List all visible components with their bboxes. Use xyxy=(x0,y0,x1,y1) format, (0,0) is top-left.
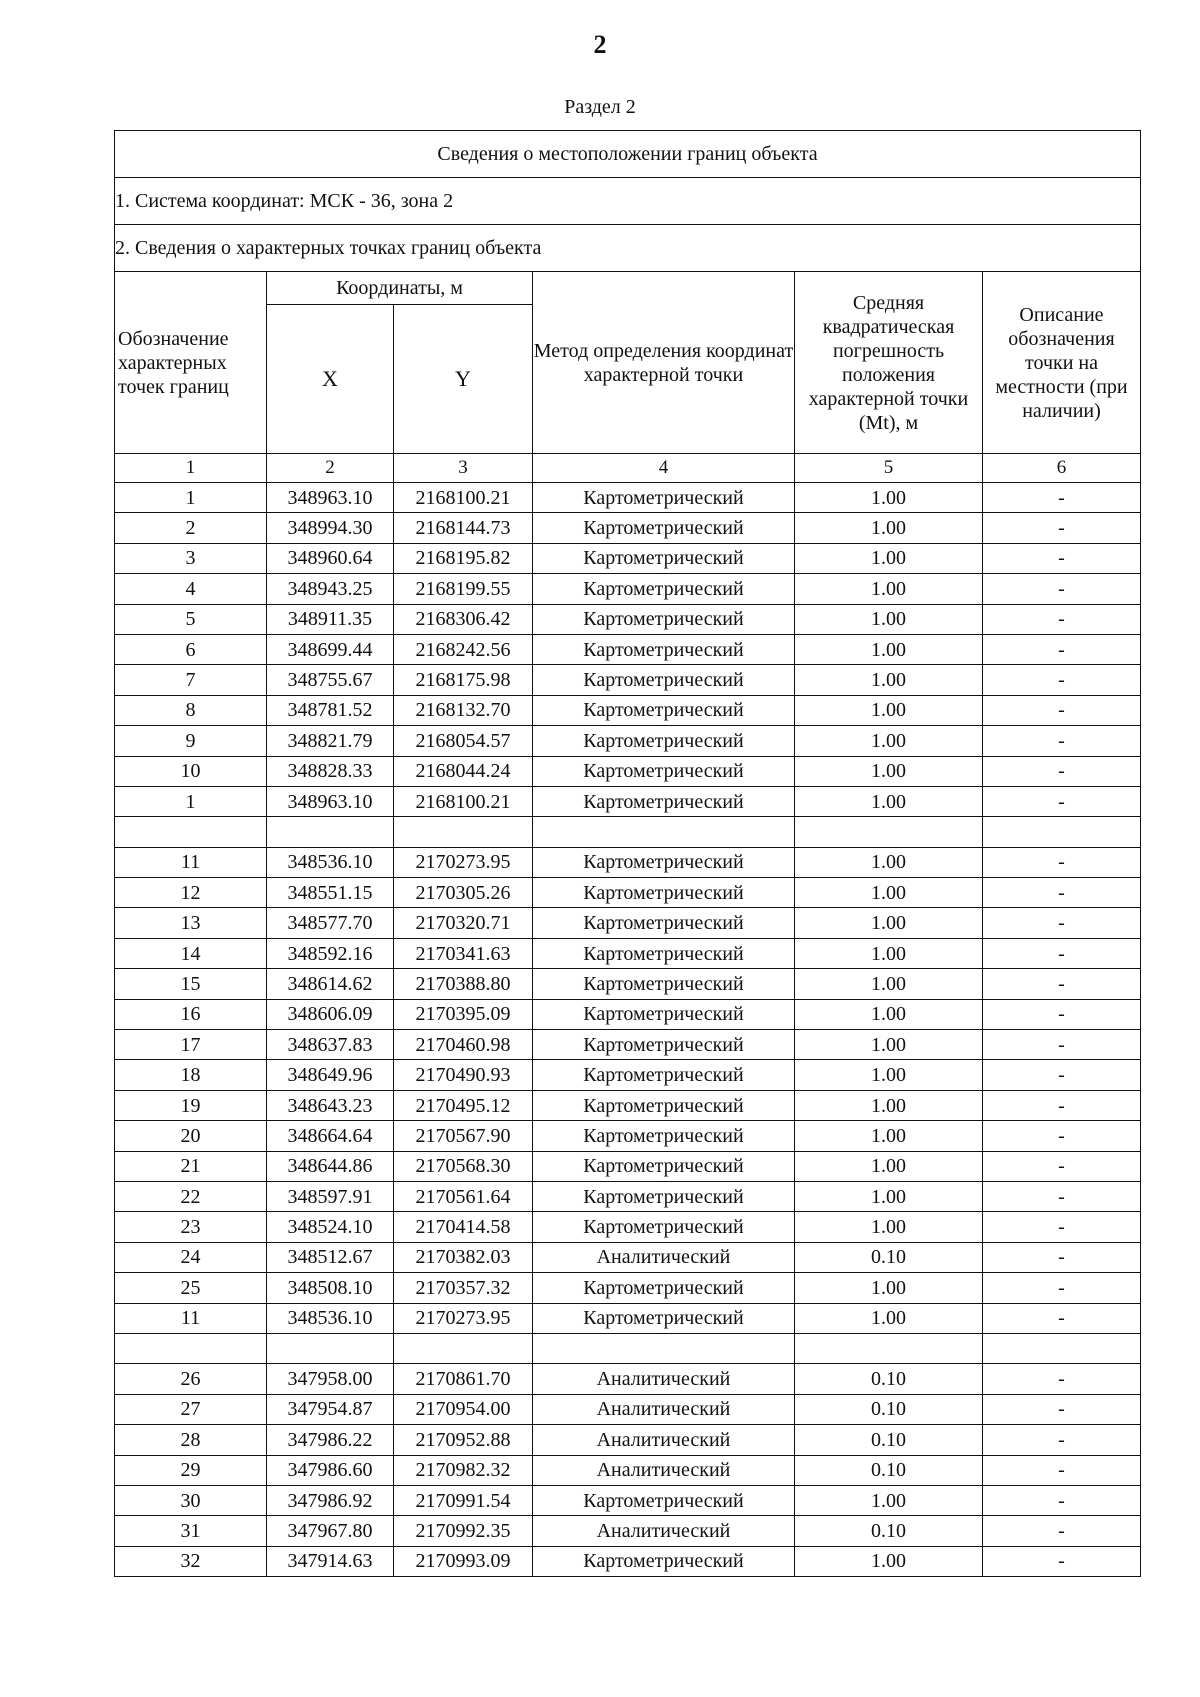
y-cell: 2168132.70 xyxy=(394,695,533,725)
y-cell: 2168144.73 xyxy=(394,513,533,543)
error-cell: 1.00 xyxy=(795,1212,983,1242)
error-cell: 0.10 xyxy=(795,1516,983,1546)
method-cell: Аналитический xyxy=(533,1455,795,1485)
points-caption: 2. Сведения о характерных точках границ объекта xyxy=(115,225,1141,272)
point-id-cell: 29 xyxy=(115,1455,267,1485)
error-cell: 1.00 xyxy=(795,1546,983,1576)
y-cell: 2170993.09 xyxy=(394,1546,533,1576)
description-cell xyxy=(983,1333,1141,1363)
method-cell: Картометрический xyxy=(533,726,795,756)
section-title: Раздел 2 xyxy=(564,96,636,118)
error-cell: 1.00 xyxy=(795,1090,983,1120)
description-cell: - xyxy=(983,1060,1141,1090)
error-cell: 1.00 xyxy=(795,726,983,756)
x-cell: 348821.79 xyxy=(267,726,394,756)
table-row xyxy=(115,1455,1141,1485)
method-cell xyxy=(533,817,795,847)
error-cell: 0.10 xyxy=(795,1394,983,1424)
y-cell: 2170561.64 xyxy=(394,1181,533,1211)
error-cell: 1.00 xyxy=(795,1181,983,1211)
x-cell: 348963.10 xyxy=(267,786,394,816)
x-cell: 348911.35 xyxy=(267,604,394,634)
method-cell: Картометрический xyxy=(533,574,795,604)
error-cell: 1.00 xyxy=(795,1273,983,1303)
point-id-cell: 3 xyxy=(115,543,267,573)
y-cell: 2170357.32 xyxy=(394,1273,533,1303)
y-cell: 2170414.58 xyxy=(394,1212,533,1242)
point-id-cell: 20 xyxy=(115,1121,267,1151)
error-cell: 1.00 xyxy=(795,1060,983,1090)
x-cell: 347954.87 xyxy=(267,1394,394,1424)
table-body xyxy=(115,483,1141,1577)
y-cell: 2168100.21 xyxy=(394,483,533,513)
point-id-cell: 23 xyxy=(115,1212,267,1242)
description-cell: - xyxy=(983,1242,1141,1272)
description-cell: - xyxy=(983,1485,1141,1515)
x-cell: 348614.62 xyxy=(267,969,394,999)
table-row xyxy=(115,1151,1141,1181)
table-title: Сведения о местоположении границ объекта xyxy=(115,131,1141,178)
table-row xyxy=(115,574,1141,604)
x-cell: 347986.92 xyxy=(267,1485,394,1515)
y-cell: 2168100.21 xyxy=(394,786,533,816)
method-cell: Картометрический xyxy=(533,483,795,513)
point-id-cell: 25 xyxy=(115,1273,267,1303)
method-cell: Картометрический xyxy=(533,969,795,999)
description-cell: - xyxy=(983,543,1141,573)
point-id-cell: 10 xyxy=(115,756,267,786)
table-row xyxy=(115,483,1141,513)
x-cell: 347986.22 xyxy=(267,1425,394,1455)
error-cell: 1.00 xyxy=(795,938,983,968)
y-cell: 2170341.63 xyxy=(394,938,533,968)
description-cell: - xyxy=(983,878,1141,908)
point-id-cell: 1 xyxy=(115,786,267,816)
y-cell: 2170861.70 xyxy=(394,1364,533,1394)
point-id-cell: 6 xyxy=(115,634,267,664)
x-cell: 348536.10 xyxy=(267,1303,394,1333)
table-row xyxy=(115,726,1141,756)
method-cell: Картометрический xyxy=(533,604,795,634)
error-cell: 1.00 xyxy=(795,999,983,1029)
x-cell: 348943.25 xyxy=(267,574,394,604)
x-cell: 348699.44 xyxy=(267,634,394,664)
x-cell xyxy=(267,1333,394,1363)
description-cell: - xyxy=(983,908,1141,938)
table-row xyxy=(115,543,1141,573)
column-number: 4 xyxy=(533,454,795,483)
table-row xyxy=(115,1516,1141,1546)
table-row xyxy=(115,634,1141,664)
method-cell: Картометрический xyxy=(533,634,795,664)
description-cell: - xyxy=(983,969,1141,999)
error-cell: 1.00 xyxy=(795,483,983,513)
x-cell: 348781.52 xyxy=(267,695,394,725)
error-cell: 1.00 xyxy=(795,604,983,634)
method-cell: Картометрический xyxy=(533,1181,795,1211)
y-cell: 2168242.56 xyxy=(394,634,533,664)
column-number: 3 xyxy=(394,454,533,483)
x-cell: 347967.80 xyxy=(267,1516,394,1546)
description-cell: - xyxy=(983,999,1141,1029)
y-cell: 2170273.95 xyxy=(394,1303,533,1333)
description-cell: - xyxy=(983,1303,1141,1333)
x-cell: 348551.15 xyxy=(267,878,394,908)
description-cell: - xyxy=(983,1181,1141,1211)
y-cell: 2168199.55 xyxy=(394,574,533,604)
y-cell: 2170952.88 xyxy=(394,1425,533,1455)
x-cell: 347986.60 xyxy=(267,1455,394,1485)
y-cell: 2170305.26 xyxy=(394,878,533,908)
y-cell: 2170388.80 xyxy=(394,969,533,999)
header-point: Обозначение характерных точек границ xyxy=(115,272,267,454)
error-cell: 1.00 xyxy=(795,1121,983,1151)
description-cell: - xyxy=(983,513,1141,543)
error-cell: 0.10 xyxy=(795,1425,983,1455)
table-row xyxy=(115,878,1141,908)
description-cell: - xyxy=(983,695,1141,725)
column-numbers-row xyxy=(115,454,1141,483)
column-number: 5 xyxy=(795,454,983,483)
method-cell: Картометрический xyxy=(533,938,795,968)
method-cell: Аналитический xyxy=(533,1516,795,1546)
method-cell: Картометрический xyxy=(533,786,795,816)
y-cell: 2168175.98 xyxy=(394,665,533,695)
column-number: 2 xyxy=(267,454,394,483)
description-cell: - xyxy=(983,1394,1141,1424)
description-cell: - xyxy=(983,938,1141,968)
method-cell: Картометрический xyxy=(533,999,795,1029)
point-id-cell: 19 xyxy=(115,1090,267,1120)
column-number: 6 xyxy=(983,454,1141,483)
table-row xyxy=(115,908,1141,938)
point-id-cell: 21 xyxy=(115,1151,267,1181)
point-id-cell: 9 xyxy=(115,726,267,756)
point-id-cell: 13 xyxy=(115,908,267,938)
table-row xyxy=(115,1303,1141,1333)
description-cell: - xyxy=(983,1030,1141,1060)
header-description: Описание обозначения точки на местности (при наличии) xyxy=(983,272,1141,454)
error-cell: 1.00 xyxy=(795,908,983,938)
table-row xyxy=(115,1364,1141,1394)
description-cell: - xyxy=(983,1273,1141,1303)
error-cell: 1.00 xyxy=(795,513,983,543)
method-cell: Картометрический xyxy=(533,665,795,695)
table-row xyxy=(115,665,1141,695)
x-cell: 347958.00 xyxy=(267,1364,394,1394)
table-row xyxy=(115,513,1141,543)
point-id-cell: 7 xyxy=(115,665,267,695)
x-cell: 348664.64 xyxy=(267,1121,394,1151)
page-number: 2 xyxy=(593,30,607,59)
x-cell: 347914.63 xyxy=(267,1546,394,1576)
table-row xyxy=(115,1273,1141,1303)
x-cell: 348643.23 xyxy=(267,1090,394,1120)
y-cell: 2170395.09 xyxy=(394,999,533,1029)
y-cell: 2168044.24 xyxy=(394,756,533,786)
point-id-cell: 30 xyxy=(115,1485,267,1515)
error-cell xyxy=(795,817,983,847)
method-cell: Картометрический xyxy=(533,878,795,908)
error-cell: 1.00 xyxy=(795,695,983,725)
y-cell: 2170982.32 xyxy=(394,1455,533,1485)
method-cell: Картометрический xyxy=(533,1212,795,1242)
point-id-cell: 24 xyxy=(115,1242,267,1272)
coordinate-system: 1. Система координат: МСК - 36, зона 2 xyxy=(115,178,1141,225)
x-cell: 348577.70 xyxy=(267,908,394,938)
header-method: Метод определения координат характерной точки xyxy=(533,272,795,454)
point-id-cell: 27 xyxy=(115,1394,267,1424)
table-row xyxy=(115,999,1141,1029)
description-cell: - xyxy=(983,634,1141,664)
description-cell: - xyxy=(983,1364,1141,1394)
point-id-cell: 2 xyxy=(115,513,267,543)
y-cell: 2170382.03 xyxy=(394,1242,533,1272)
description-cell: - xyxy=(983,1151,1141,1181)
error-cell: 1.00 xyxy=(795,543,983,573)
table-row xyxy=(115,1485,1141,1515)
method-cell: Картометрический xyxy=(533,1030,795,1060)
x-cell: 348508.10 xyxy=(267,1273,394,1303)
point-id-cell: 12 xyxy=(115,878,267,908)
point-id-cell xyxy=(115,1333,267,1363)
point-id-cell: 17 xyxy=(115,1030,267,1060)
y-cell: 2170320.71 xyxy=(394,908,533,938)
error-cell: 1.00 xyxy=(795,756,983,786)
table-row xyxy=(115,1181,1141,1211)
y-cell xyxy=(394,1333,533,1363)
error-cell: 0.10 xyxy=(795,1364,983,1394)
point-id-cell: 4 xyxy=(115,574,267,604)
y-cell: 2170273.95 xyxy=(394,847,533,877)
error-cell: 1.00 xyxy=(795,969,983,999)
error-cell: 1.00 xyxy=(795,665,983,695)
description-cell: - xyxy=(983,847,1141,877)
error-cell: 1.00 xyxy=(795,847,983,877)
x-cell: 348536.10 xyxy=(267,847,394,877)
x-cell: 348597.91 xyxy=(267,1181,394,1211)
method-cell xyxy=(533,1333,795,1363)
table-row xyxy=(115,1090,1141,1120)
error-cell: 1.00 xyxy=(795,574,983,604)
error-cell: 1.00 xyxy=(795,634,983,664)
x-cell: 348994.30 xyxy=(267,513,394,543)
description-cell: - xyxy=(983,604,1141,634)
y-cell: 2170991.54 xyxy=(394,1485,533,1515)
table-row xyxy=(115,1394,1141,1424)
method-cell: Аналитический xyxy=(533,1242,795,1272)
point-id-cell: 16 xyxy=(115,999,267,1029)
table-row xyxy=(115,1212,1141,1242)
method-cell: Картометрический xyxy=(533,1303,795,1333)
boundary-points-table xyxy=(114,130,1141,1577)
method-cell: Картометрический xyxy=(533,1273,795,1303)
point-id-cell: 8 xyxy=(115,695,267,725)
y-cell: 2170495.12 xyxy=(394,1090,533,1120)
method-cell: Картометрический xyxy=(533,1151,795,1181)
y-cell: 2170954.00 xyxy=(394,1394,533,1424)
error-cell xyxy=(795,1333,983,1363)
x-cell: 348606.09 xyxy=(267,999,394,1029)
x-cell: 348637.83 xyxy=(267,1030,394,1060)
point-id-cell: 5 xyxy=(115,604,267,634)
point-id-cell: 11 xyxy=(115,1303,267,1333)
method-cell: Аналитический xyxy=(533,1394,795,1424)
method-cell: Картометрический xyxy=(533,847,795,877)
y-cell: 2168306.42 xyxy=(394,604,533,634)
header-error: Средняя квадратическая погрешность положения характерной точки (Mt), м xyxy=(795,272,983,454)
table-row xyxy=(115,1030,1141,1060)
point-id-cell: 26 xyxy=(115,1364,267,1394)
method-cell: Картометрический xyxy=(533,908,795,938)
table-row xyxy=(115,1242,1141,1272)
method-cell: Картометрический xyxy=(533,1090,795,1120)
method-cell: Картометрический xyxy=(533,543,795,573)
error-cell: 1.00 xyxy=(795,1303,983,1333)
method-cell: Картометрический xyxy=(533,1060,795,1090)
point-id-cell: 18 xyxy=(115,1060,267,1090)
description-cell: - xyxy=(983,756,1141,786)
description-cell: - xyxy=(983,786,1141,816)
point-id-cell: 31 xyxy=(115,1516,267,1546)
description-cell: - xyxy=(983,574,1141,604)
x-cell: 348960.64 xyxy=(267,543,394,573)
x-cell: 348524.10 xyxy=(267,1212,394,1242)
method-cell: Картометрический xyxy=(533,1485,795,1515)
table-row xyxy=(115,1425,1141,1455)
point-id-cell: 15 xyxy=(115,969,267,999)
y-cell: 2170992.35 xyxy=(394,1516,533,1546)
table-row xyxy=(115,1546,1141,1576)
header-x: X xyxy=(267,305,394,454)
method-cell: Картометрический xyxy=(533,756,795,786)
table-row xyxy=(115,847,1141,877)
header-coordinates: Координаты, м xyxy=(267,272,533,305)
description-cell: - xyxy=(983,1546,1141,1576)
point-id-cell xyxy=(115,817,267,847)
x-cell: 348592.16 xyxy=(267,938,394,968)
error-cell: 1.00 xyxy=(795,1151,983,1181)
header-y: Y xyxy=(394,305,533,454)
table-row xyxy=(115,604,1141,634)
method-cell: Аналитический xyxy=(533,1364,795,1394)
description-cell: - xyxy=(983,1121,1141,1151)
description-cell xyxy=(983,817,1141,847)
description-cell: - xyxy=(983,1212,1141,1242)
x-cell: 348963.10 xyxy=(267,483,394,513)
y-cell xyxy=(394,817,533,847)
table-row xyxy=(115,786,1141,816)
table-row xyxy=(115,756,1141,786)
x-cell xyxy=(267,817,394,847)
table-row xyxy=(115,695,1141,725)
y-cell: 2170567.90 xyxy=(394,1121,533,1151)
point-id-cell: 1 xyxy=(115,483,267,513)
error-cell: 1.00 xyxy=(795,878,983,908)
y-cell: 2168195.82 xyxy=(394,543,533,573)
column-number: 1 xyxy=(115,454,267,483)
x-cell: 348755.67 xyxy=(267,665,394,695)
point-id-cell: 32 xyxy=(115,1546,267,1576)
point-id-cell: 11 xyxy=(115,847,267,877)
description-cell: - xyxy=(983,665,1141,695)
method-cell: Картометрический xyxy=(533,695,795,725)
table-row xyxy=(115,1121,1141,1151)
description-cell: - xyxy=(983,1425,1141,1455)
method-cell: Картометрический xyxy=(533,1546,795,1576)
error-cell: 1.00 xyxy=(795,786,983,816)
x-cell: 348828.33 xyxy=(267,756,394,786)
error-cell: 1.00 xyxy=(795,1030,983,1060)
error-cell: 1.00 xyxy=(795,1485,983,1515)
error-cell: 0.10 xyxy=(795,1455,983,1485)
y-cell: 2170568.30 xyxy=(394,1151,533,1181)
y-cell: 2168054.57 xyxy=(394,726,533,756)
description-cell: - xyxy=(983,483,1141,513)
description-cell: - xyxy=(983,1516,1141,1546)
table-row xyxy=(115,969,1141,999)
description-cell: - xyxy=(983,1090,1141,1120)
table-row xyxy=(115,817,1141,847)
method-cell: Картометрический xyxy=(533,1121,795,1151)
description-cell: - xyxy=(983,726,1141,756)
y-cell: 2170460.98 xyxy=(394,1030,533,1060)
table-row xyxy=(115,938,1141,968)
table-row xyxy=(115,1060,1141,1090)
error-cell: 0.10 xyxy=(795,1242,983,1272)
y-cell: 2170490.93 xyxy=(394,1060,533,1090)
description-cell: - xyxy=(983,1455,1141,1485)
method-cell: Картометрический xyxy=(533,513,795,543)
point-id-cell: 28 xyxy=(115,1425,267,1455)
x-cell: 348644.86 xyxy=(267,1151,394,1181)
point-id-cell: 14 xyxy=(115,938,267,968)
x-cell: 348512.67 xyxy=(267,1242,394,1272)
method-cell: Аналитический xyxy=(533,1425,795,1455)
point-id-cell: 22 xyxy=(115,1181,267,1211)
table-row xyxy=(115,1333,1141,1363)
x-cell: 348649.96 xyxy=(267,1060,394,1090)
